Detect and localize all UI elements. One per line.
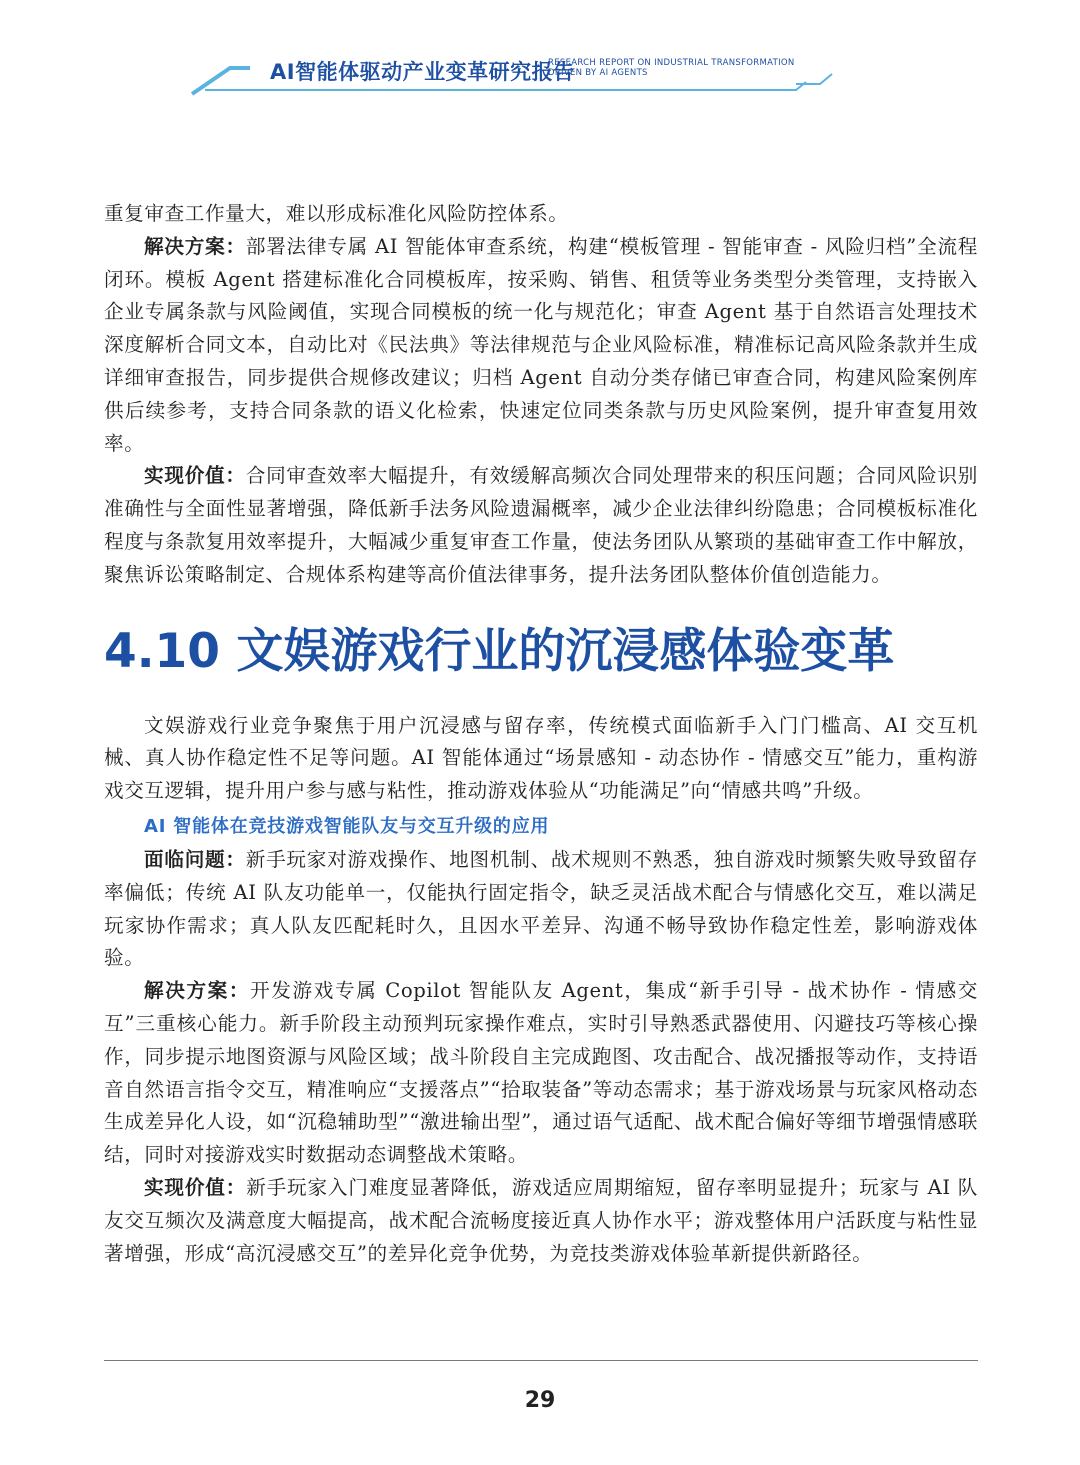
paragraph-game-problem [104,844,978,975]
paragraph-game-solution [104,975,978,1172]
text-game-value: 新手玩家入门难度显著降低，游戏适应周期缩短，留存率明显提升；玩家与 AI 队友交互频次及满意度大幅提高，战术配合流畅度接近真人协作水平；游戏整体用户活跃度与粘性显著增强，形成“高沉浸感交互”的差异化竞争优势，为竞技类游戏体验革新提供新路径。 [104,1175,978,1265]
header-subtitle [548,58,795,78]
text-game-problem: 新手玩家对游戏操作、地图机制、战术规则不熟悉，独自游戏时频繁失败导致留存率偏低；传统 AI 队友功能单一，仅能执行固定指令，缺乏灵活战术配合与情感化交互，难以满足玩家协作需求；真人队友匹配耗时久，且因水平差异、沟通不畅导致协作稳定性差，影响游戏体验。 [104,847,978,970]
header-subtitle-line1: RESEARCH REPORT ON INDUSTRIAL TRANSFORMATION [548,58,795,68]
paragraph-legal-value [104,460,978,591]
footer-divider [104,1360,978,1361]
header-right-tail [796,74,832,84]
case-subheading: AI 智能体在竞技游戏智能队友与交互升级的应用 [144,815,550,837]
header-subtitle-line2: DRIVEN BY AI AGENTS [548,68,648,78]
text-game-solution: 开发游戏专属 Copilot 智能队友 Agent，集成“新手引导 - 战术协作 - 情感交互”三重核心能力。新手阶段主动预判玩家操作难点，实时引导熟悉武器使用、闪避技巧等核心操作，同步提示地图资源与风险区域；战斗阶段自主完成跑图、攻击配合、战况播报等动作，支持语音自然语言指令交互，精准响应“支援落点”“拾取装备”等动态需求；基于游戏场景与玩家风格动态生成差异化人设，如“沉稳辅助型”“激进输出型”，通过语气适配、战术配合偏好等细节增强情感联结，同时对接游戏实时数据动态调整战术策略。 [104,979,978,1167]
paragraph-game-intro: 文娱游戏行业竞争聚焦于用户沉浸感与留存率，传统模式面临新手入门门槛高、AI 交互机械、真人协作稳定性不足等问题。AI 智能体通过“场景感知 - 动态协作 - 情感交互”能力，重构游戏交互逻辑，提升用户参与感与粘性，推动游戏体验从“功能满足”向“情感共鸣”升级。 [104,713,978,803]
label-value-2: 实现价值： [144,1175,247,1199]
page-number: 29 [524,1388,556,1413]
header-decoration [0,0,1080,110]
label-solution: 解决方案： [144,234,246,258]
header-title: AI智能体驱动产业变革研究报告 [270,60,575,84]
paragraph-legal-solution [104,231,978,461]
label-problem: 面临问题： [144,847,246,871]
page-header [0,0,1080,110]
text-legal-value: 合同审查效率大幅提升，有效缓解高频次合同处理带来的积压问题；合同风险识别准确性与全面性显著增强，降低新手法务风险遗漏概率，减少企业法律纠纷隐患；合同模板标准化程度与条款复用效率提升，大幅减少重复审查工作量，使法务团队从繁琐的基础审查工作中解放，聚焦诉讼策略制定、合规体系构建等高价值法律事务，提升法务团队整体价值创造能力。 [104,464,978,586]
section-title: 4.10 文娱游戏行业的沉浸感体验变革 [104,623,895,679]
label-value: 实现价值： [144,464,246,488]
text-legal-solution: 部署法律专属 AI 智能体审查系统，构建“模板管理 - 智能审查 - 风险归档”全流程闭环。模板 Agent 搭建标准化合同模板库，按采购、销售、租赁等业务类型分类管理，支持嵌入企业专属条款与风险阈值，实现合同模板的统一化与规范化；审查 Agent 基于自然语言处理技术深度解析合同文本，自动比对《民法典》等法律规范与企业风险标准，精准标记高风险条款并生成详细审查报告，同步提供合规修改建议；归档 Agent 自动分类存储已审查合同，构建风险案例库供后续参考，支持合同条款的语义化检索，快速定位同类条款与历史风险案例，提升审查复用效率。 [104,234,979,455]
paragraph-game-value [104,1172,978,1270]
page-body [104,198,978,1270]
paragraph-continuation: 重复审查工作量大，难以形成标准化风险防控体系。 [104,202,569,225]
label-solution-2: 解决方案： [144,979,251,1003]
